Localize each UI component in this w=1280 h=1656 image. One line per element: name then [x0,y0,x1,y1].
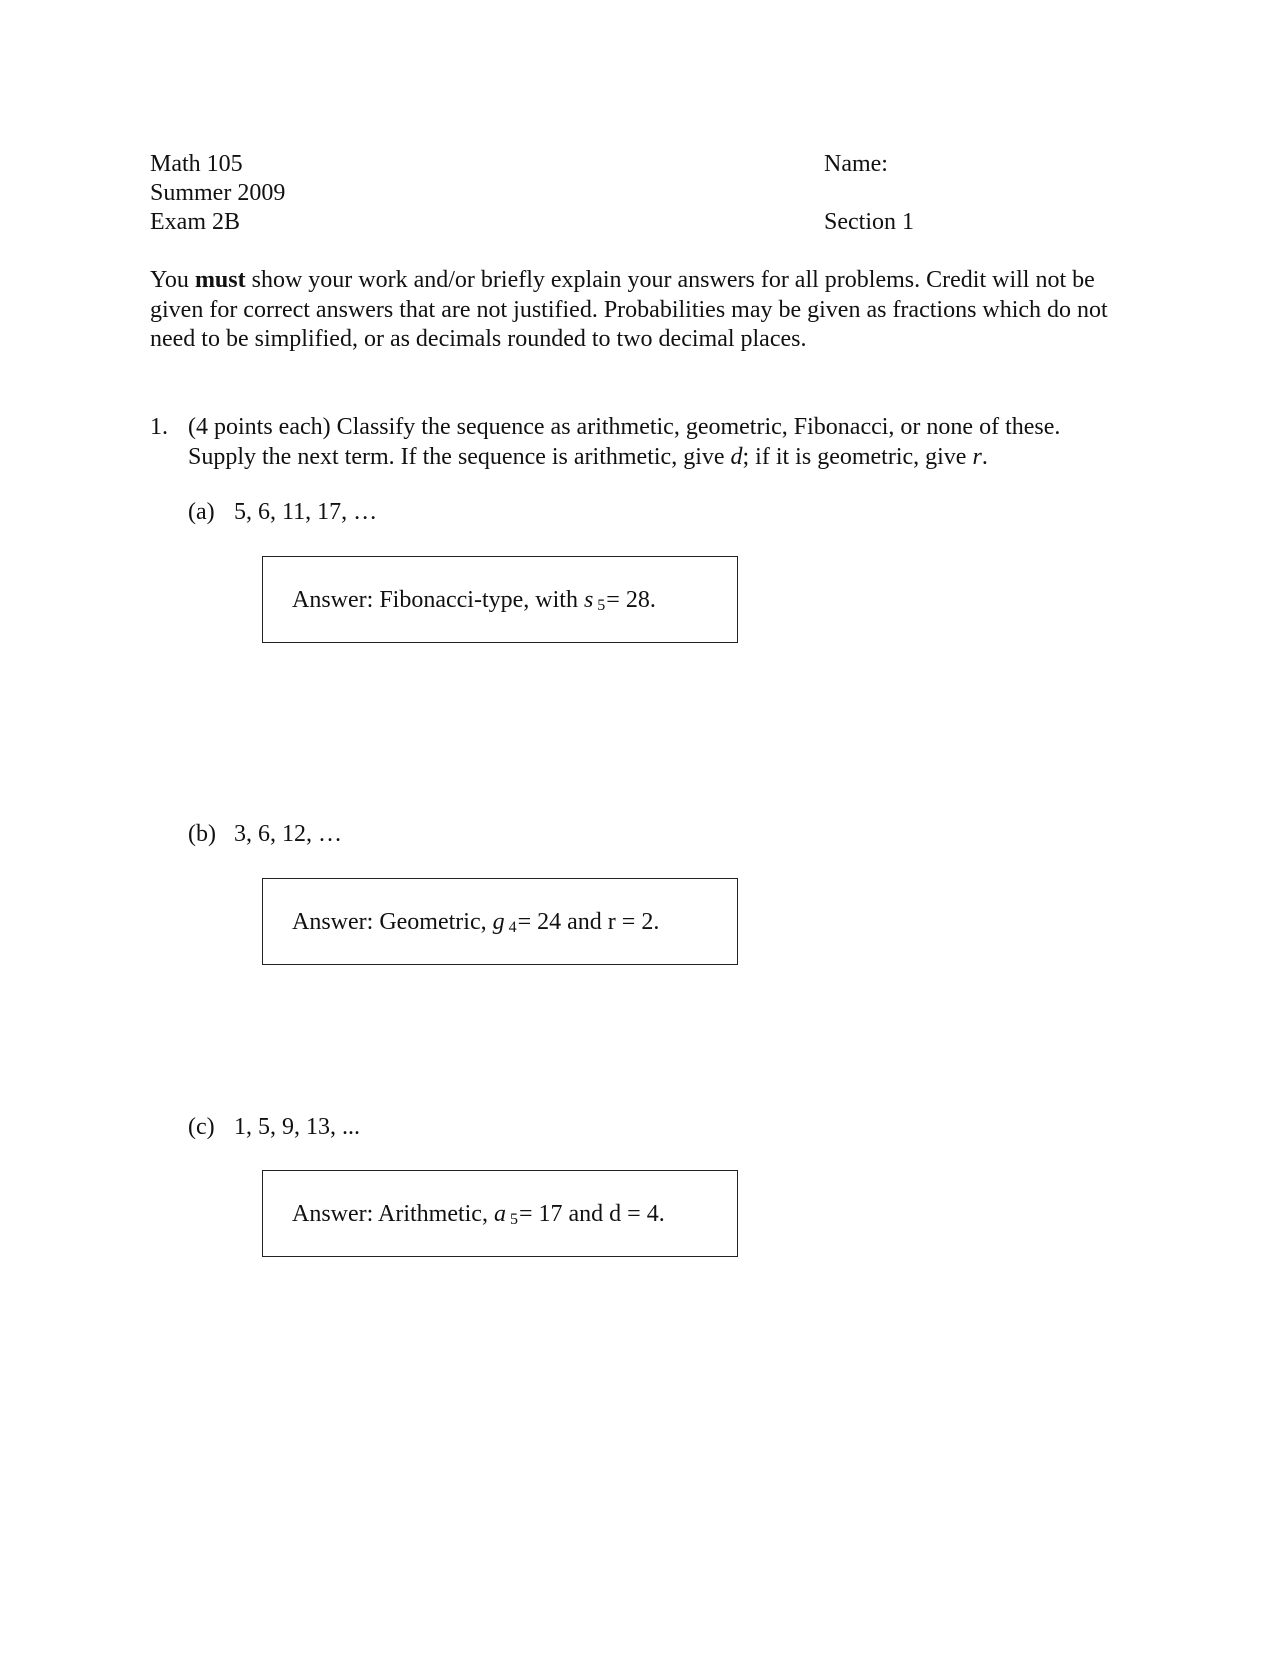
answer-box-b [262,878,738,965]
answer-suffix: = 17 and d = 4. [518,1201,665,1227]
part-c [188,1113,360,1142]
problem-prompt-line2 [188,443,1128,473]
answer-variable: s [583,587,594,613]
part-sequence: 3, 6, 12, … [234,821,342,847]
part-a [188,498,377,527]
part-label: (a) [188,499,215,525]
answer-text [292,1200,665,1231]
prompt-text-part: Supply the next term. If the sequence is arithmetic, give [188,443,731,470]
prompt-text-part: ; if it is geometric, give [742,443,973,470]
part-b [188,820,342,849]
answer-text [292,586,656,617]
instructions-rest: show your work and/or briefly explain your answers for all problems. Credit will not be given for correct answers that are not justified. Probabilities may be given as fractions which do not need to be simplified, or as decimals rounded to two decimal places. [150,267,1108,352]
prompt-text-part: . [981,443,988,470]
answer-prefix: Answer: Geometric, [292,909,493,935]
problem-prompt-line1: (4 points each) Classify the sequence as arithmetic, geometric, Fibonacci, or none of these. [188,414,1061,440]
variable-r: r [972,443,982,470]
answer-subscript: 5 [509,1211,518,1228]
instructions-start: You [150,267,195,293]
part-label: (c) [188,1114,215,1140]
instructions-paragraph [150,266,1130,355]
answer-prefix: Answer: Arithmetic, [292,1201,494,1227]
term-label: Summer 2009 [150,180,286,206]
answer-suffix: = 28. [606,587,656,613]
answer-prefix: Answer: Fibonacci-type, with [292,587,584,613]
part-label: (b) [188,821,216,847]
variable-d: d [730,443,743,470]
answer-subscript: 4 [508,919,517,936]
answer-variable: g [492,909,505,935]
section-label: Section 1 [824,209,914,235]
part-sequence: 1, 5, 9, 13, ... [234,1114,360,1140]
name-label: Name: [824,151,888,177]
problem-number: 1. [150,414,168,440]
answer-subscript: 5 [597,597,606,614]
answer-text [292,908,659,939]
answer-variable: a [493,1201,506,1227]
course-title: Math 105 [150,151,243,177]
answer-suffix: = 24 and r = 2. [517,909,660,935]
part-sequence: 5, 6, 11, 17, … [234,499,378,525]
answer-box-a [262,556,738,643]
instructions-emphasis: must [194,267,246,293]
answer-box-c [262,1170,738,1257]
problem-prompt [188,413,1128,472]
exam-label: Exam 2B [150,209,240,235]
